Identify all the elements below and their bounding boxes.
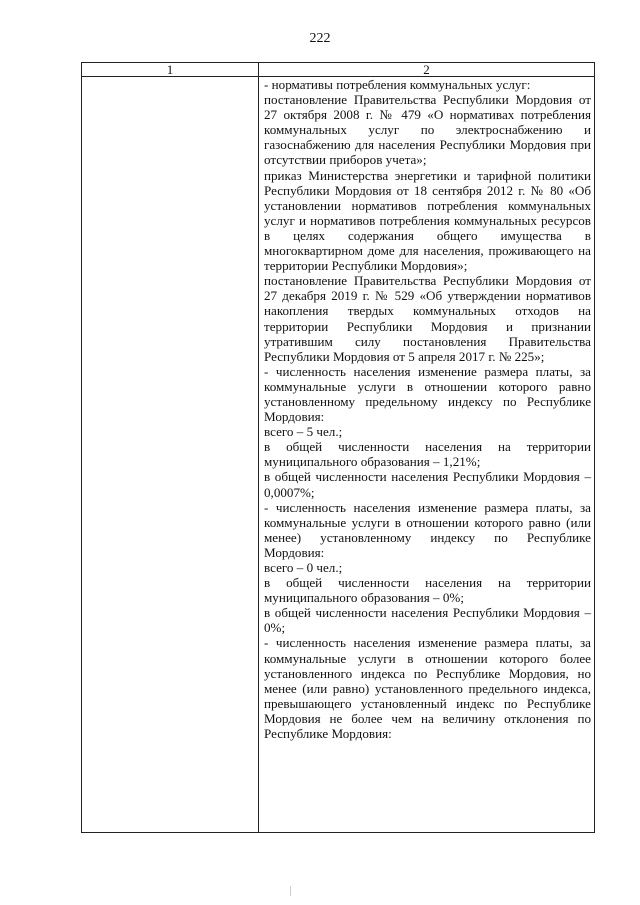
paragraph-decree-479: постановление Правительства Республики Мордовия от 27 октября 2008 г. № 479 «О нормативах потребления коммунальных услуг по электроснабжению и газоснабжению для населения Республики Мордовия при отсутствии приборов учета»;	[264, 92, 591, 168]
paragraph-total-5: всего – 5 чел.;	[264, 424, 343, 440]
content-cell	[259, 77, 595, 833]
scan-mark	[290, 886, 291, 896]
table-header-row	[82, 63, 595, 77]
left-cell	[82, 77, 259, 833]
paragraph-total-0: всего – 0 чел.;	[264, 560, 343, 575]
column-2-header: 2	[259, 63, 595, 77]
paragraph-republic-share-1: в общей численности населения Республики Мордовия – 0,0007%;	[264, 469, 591, 500]
paragraph-population-equal-limit: - численность населения изменение размера платы, за коммунальные услуги в отношении которого равно установленному предельному индексу по Республике Мордовия:	[264, 363, 591, 425]
paragraph-population-equal-index: - численность населения изменение размера платы, за коммунальные услуги в отношении которого равно (или менее) установленному индексу по Республике Мордовия:	[264, 499, 591, 560]
paragraph-decree-529: постановление Правительства Республики Мордовия от 27 декабря 2019 г. № 529 «Об утверждении нормативов накопления твердых коммунальных отходов на территории Республики Мордовия и признании утратившим силу постановления Правительства Республики Мордовия от 5 апреля 2017 г. № 225»;	[264, 273, 591, 364]
paragraph-municipal-share-1: в общей численности населения на территории муниципального образования – 1,21%;	[264, 439, 591, 470]
paragraph-republic-share-2: в общей численности населения Республики Мордовия – 0%;	[264, 605, 591, 636]
page-number: 222	[309, 31, 331, 46]
paragraph-order-80: приказ Министерства энергетики и тарифной политики Республики Мордовия от 18 сентября 2012 г. № 80 «Об установлении нормативов потребления коммунальных услуг и нормативов потребления коммунальных ресурсов в целях содержания общего имущества в многоквартирном доме для населения, проживающего на территории Республики Мордовия»;	[264, 167, 591, 274]
paragraph-population-above-index: - численность населения изменение размера платы, за коммунальные услуги в отношении которого более установленного индекса по Республике Мордовия, но менее (или равно) установленного предельного индекса, превышающего установленный индекс по Республике Мордовия не более чем на величину отклонения по Республике Мордовия:	[264, 635, 591, 742]
column-1-header: 1	[82, 63, 259, 77]
table-row	[82, 77, 595, 833]
document-table	[81, 62, 595, 833]
paragraph-utility-norms-heading: - нормативы потребления коммунальных услуг:	[264, 77, 531, 92]
paragraph-municipal-share-2: в общей численности населения на территории муниципального образования – 0%;	[264, 575, 591, 606]
